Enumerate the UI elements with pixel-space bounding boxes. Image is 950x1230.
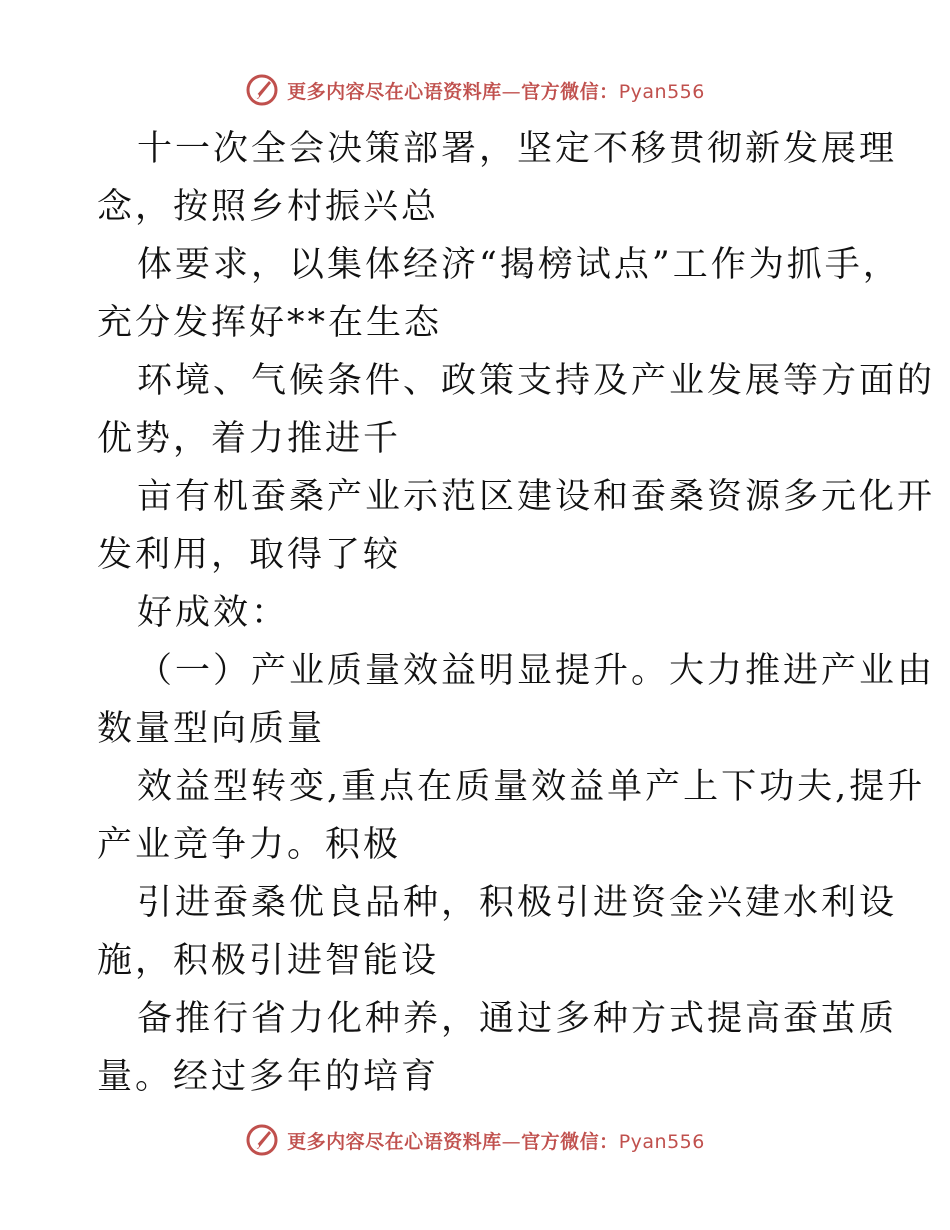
watermark-suffix: 官方微信： <box>521 1130 619 1153</box>
watermark-brand: 更多内容尽在心语资料库 <box>287 80 502 103</box>
paragraph <box>97 874 898 990</box>
paragraph <box>97 352 936 468</box>
paragraph-line-2: 优势，着力推进千 <box>97 419 402 459</box>
watermark-handle: Pyan556 <box>618 80 705 103</box>
paragraph-line-2: 施，积极引进智能设 <box>97 941 440 981</box>
paragraph <box>97 990 898 1106</box>
paragraph-line-2: 发利用，取得了较 <box>97 535 402 575</box>
paragraph-line-2: 量。经过多年的培育 <box>97 1057 440 1097</box>
paragraph-line-2: 念，按照乡村振兴总 <box>97 187 440 227</box>
paragraph-line-2: 数量型向质量 <box>97 709 326 749</box>
paragraph-line-1: （一）产业质量效益明显提升。大力推进产业由 <box>137 651 936 691</box>
watermark-handle: Pyan556 <box>618 1130 705 1153</box>
paragraph <box>97 120 898 236</box>
paragraph-line-1: 亩有机蚕桑产业示范区建设和蚕桑资源多元化开 <box>137 477 936 517</box>
watermark-dash: — <box>501 80 522 103</box>
watermark-dash: — <box>501 1130 522 1153</box>
paragraph <box>97 758 926 874</box>
paragraph-line-1: 环境、气候条件、政策支持及产业发展等方面的 <box>137 361 936 401</box>
paragraph <box>97 236 901 352</box>
watermark-suffix: 官方微信： <box>521 80 619 103</box>
document-body <box>97 120 936 1106</box>
quill-seal-icon <box>245 1123 279 1157</box>
paragraph-line-2: 充分发挥好**在生态 <box>97 303 443 343</box>
paragraph-line-1: 好成效： <box>137 593 290 633</box>
paragraph-line-1: 备推行省力化种养，通过多种方式提高蚕茧质 <box>137 999 898 1039</box>
watermark-text <box>287 77 705 104</box>
paragraph <box>97 468 936 584</box>
paragraph-line-1: 效益型转变,重点在质量效益单产上下功夫,提升 <box>137 767 926 807</box>
header-watermark <box>0 70 950 110</box>
paragraph-line-2: 产业竞争力。积极 <box>97 825 402 865</box>
paragraph-line-1: 体要求，以集体经济“揭榜试点”工作为抓手， <box>137 245 901 285</box>
quill-seal-icon <box>245 73 279 107</box>
paragraph <box>97 584 857 642</box>
watermark-brand: 更多内容尽在心语资料库 <box>287 1130 502 1153</box>
footer-watermark <box>0 1120 950 1160</box>
watermark-text <box>287 1127 705 1154</box>
paragraph <box>97 642 936 758</box>
paragraph-line-1: 十一次全会决策部署，坚定不移贯彻新发展理 <box>137 129 898 169</box>
paragraph-line-1: 引进蚕桑优良品种，积极引进资金兴建水利设 <box>137 883 898 923</box>
